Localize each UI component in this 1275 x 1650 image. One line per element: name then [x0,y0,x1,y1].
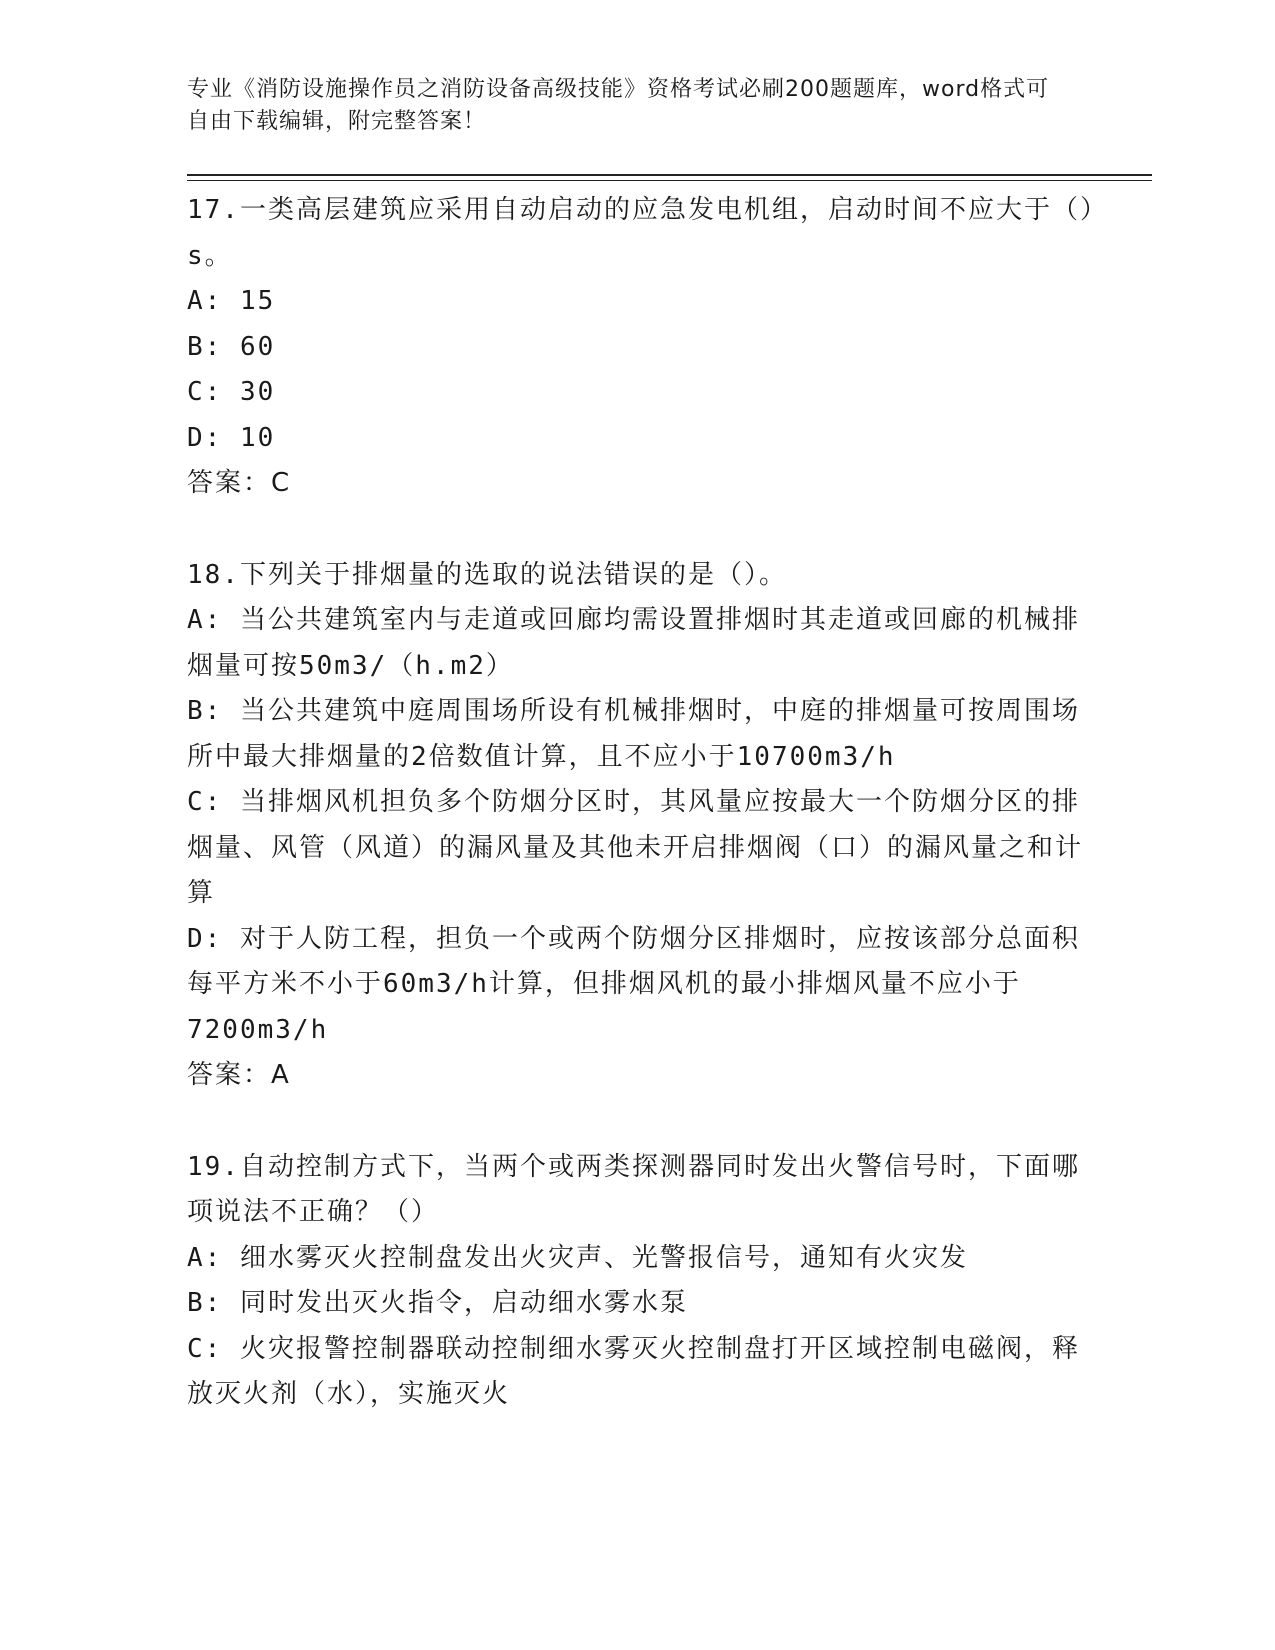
option-b: B: 同时发出灭火指令，启动细水雾水泵 [187,1288,688,1318]
option-b: B: 60 [187,331,276,362]
header-divider-thin [187,180,1152,181]
question-stem: 17.一类高层建筑应采用自动启动的应急发电机组，启动时间不应大于（）s。 [187,195,1095,271]
option-a: A: 15 [187,286,276,316]
answer: 答案：A [187,1060,291,1090]
option-d: D: 对于人防工程，担负一个或两个防烟分区排烟时，应按该部分总面积每平方米不小于60m3/h计算，但排烟风机的最小排烟风量不应小于7200m3/h [187,923,1080,1045]
answer: 答案：C [187,468,292,498]
option-c: C: 当排烟风机担负多个防烟分区时，其风量应按最大一个防烟分区的排烟量、风管（风道）的漏风量及其他未开启排烟阀（口）的漏风量之和计算 [187,787,1084,908]
question-stem: 19.自动控制方式下，当两个或两类探测器同时发出火警信号时，下面哪项说法不正确？（） [187,1151,1080,1227]
option-c: C: 火灾报警控制器联动控制细水雾灭火控制盘打开区域控制电磁阀，释放灭火剂（水），实施灭火 [187,1333,1080,1409]
question-stem: 18.下列关于排烟量的选取的说法错误的是（）。 [187,559,787,590]
option-a: A: 当公共建筑室内与走道或回廊均需设置排烟时其走道或回廊的机械排烟量可按50m3/（h.m2） [187,605,1080,681]
question-list [187,188,1097,1464]
document-header: 专业《消防设施操作员之消防设备高级技能》资格考试必刷200题题库，word格式可自由下载编辑，附完整答案！ [187,77,1050,134]
option-d: D: 10 [187,422,276,453]
question-18 [187,553,1097,1099]
option-b: B: 当公共建筑中庭周围场所设有机械排烟时，中庭的排烟量可按周围场所中最大排烟量的2倍数值计算，且不应小于10700m3/h [187,696,1080,772]
question-17 [187,188,1097,507]
question-19 [187,1145,1097,1418]
option-a: A: 细水雾灭火控制盘发出火灾声、光警报信号，通知有火灾发 [187,1242,968,1273]
option-c: C: 30 [187,377,276,407]
header-divider-thick [187,174,1152,176]
